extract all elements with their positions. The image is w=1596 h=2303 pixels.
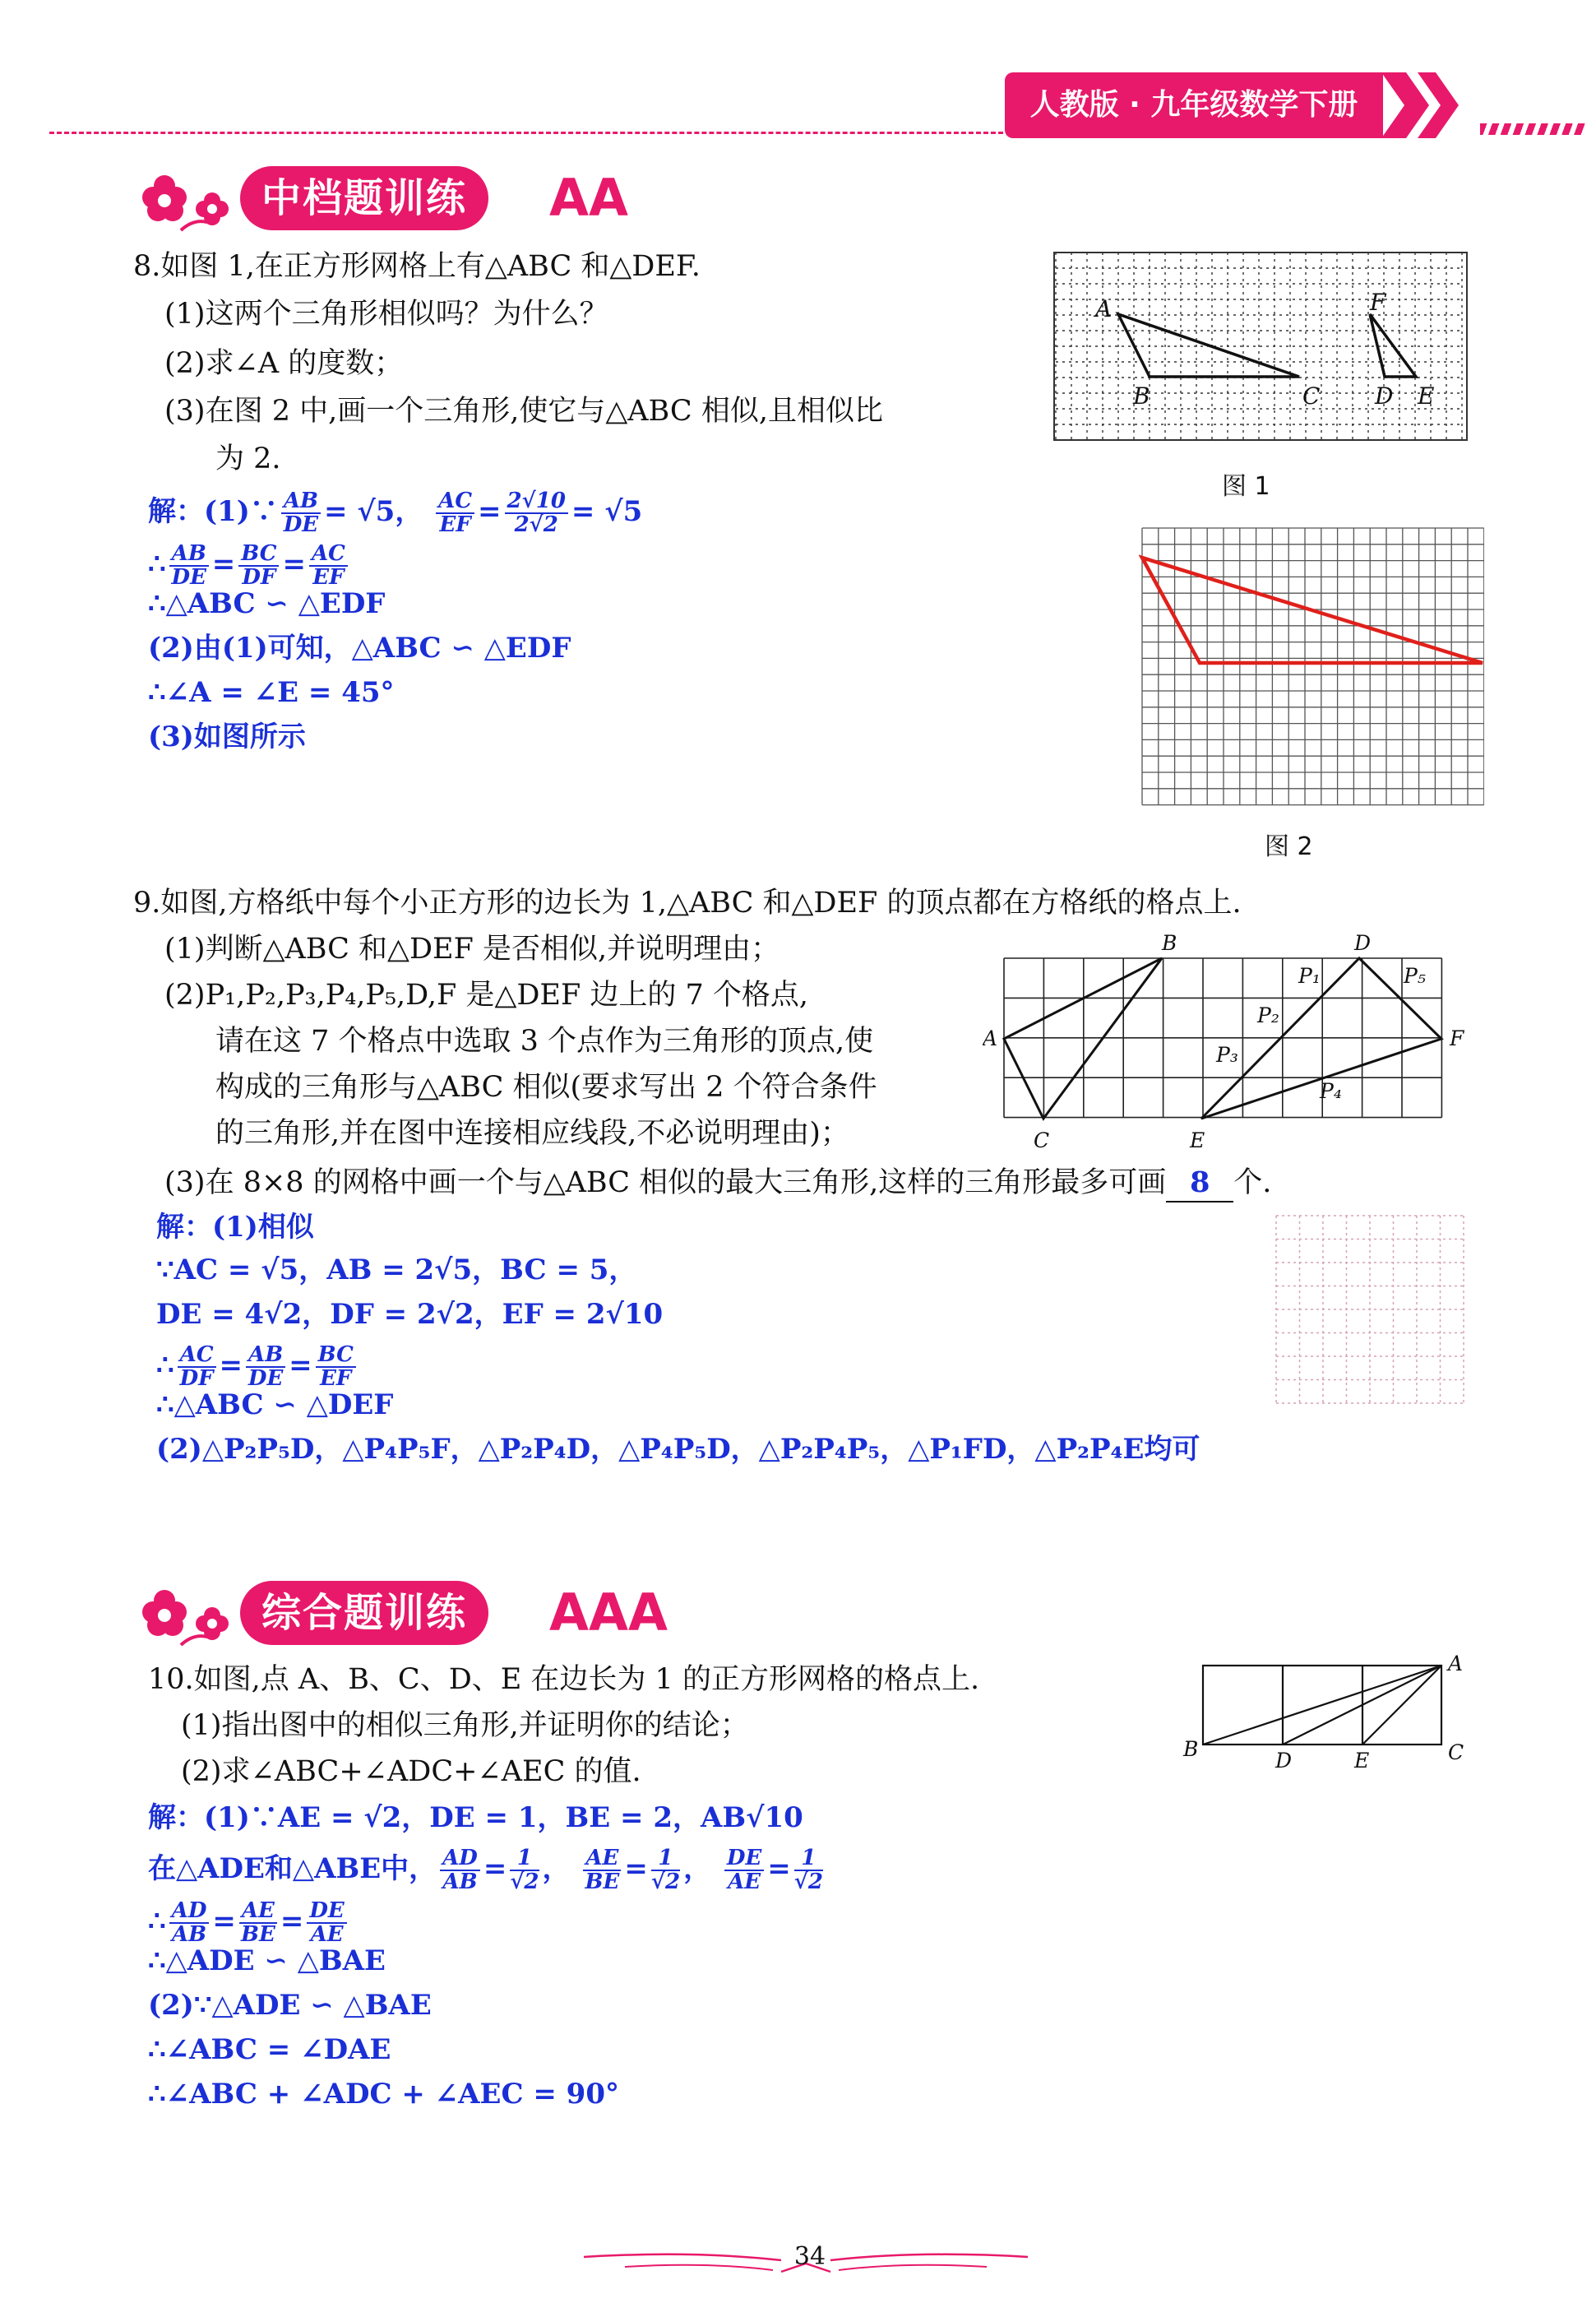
q9-part2d: 的三角形,并在图中连接相应线段,不必说明理由)； (215, 1117, 849, 1150)
q10-answer-line1: 解：(1)∵AE = √2，DE = 1，BE = 2，AB√10 (148, 1801, 803, 1834)
q8-ans-l2-frac2: $\frac{BC}{DF}$ (238, 543, 279, 589)
q10-part1: (1)指出图中的相似三角形,并证明你的结论； (181, 1709, 749, 1742)
q10-ans-l2-frac1: $\frac{AD}{AB}$ (440, 1847, 480, 1893)
q9-answer-line5: ∴△ABC ∽ △DEF (156, 1388, 394, 1421)
q8-answer-line3: ∴△ABC ∽ △EDF (148, 587, 386, 620)
q8-triangle-abc (1118, 314, 1299, 377)
q8-ans-l1-frac3: $\frac{2√10}{2√2}$ (505, 490, 568, 536)
header-banner: 人教版 · 九年级数学下册 (1005, 72, 1383, 138)
q8-triangle-def (1370, 314, 1416, 377)
q10-ans-l3-frac2: $\frac{AE}{BE}$ (239, 1900, 277, 1946)
q8-answer-line2: ∴ $\frac{AB}{DE}$ = $\frac{BC}{DF}$ = $\frac{AC}{EF}$ (148, 543, 351, 589)
q8-ans-l1-frac1: $\frac{AB}{DE}$ (281, 490, 321, 536)
header-chevrons-icon (1381, 72, 1472, 138)
q9-label-a: A (983, 1026, 998, 1050)
q9-label-b: B (1162, 931, 1177, 955)
q9-figure (983, 925, 1476, 1156)
q9-label-e: E (1190, 1128, 1205, 1152)
q9-part2c: 构成的三角形与△ABC 相似(要求写出 2 个符合条件 (215, 1071, 877, 1104)
q9-label-p4: P₄ (1320, 1079, 1342, 1103)
q9-label-p2: P₂ (1257, 1003, 1279, 1027)
q9-ans-l4-frac3: $\frac{BC}{EF}$ (316, 1344, 356, 1390)
q9-answer-line6: (2)△P₂P₅D，△P₄P₅F，△P₂P₄D，△P₄P₅D，△P₂P₄P₅，△P₁FD，△P₂P₄E均可 (156, 1433, 1200, 1466)
q10-ans-l3-prefix: ∴ (148, 1905, 166, 1938)
q9-part3 (164, 1165, 1271, 1202)
q9-answer-line3: DE = 4√2，DF = 2√2，EF = 2√10 (156, 1298, 664, 1331)
q8-part3b: 为 2. (215, 443, 281, 475)
section-level-medium: AA (549, 168, 628, 228)
q9-part3-answer-blank: 8 (1166, 1165, 1233, 1202)
q9-answer-line4: ∴ $\frac{AC}{DF}$ = $\frac{AB}{DE}$ = $\frac{BC}{EF}$ (156, 1344, 359, 1390)
q10-ans-l2-frac2: $\frac{AE}{BE}$ (583, 1847, 621, 1893)
q8-ans-l1-prefix: 解：(1)∵ (148, 495, 278, 528)
q8-part1: (1)这两个三角形相似吗？为什么？ (164, 298, 608, 331)
q9-part2a: (2)P₁,P₂,P₃,P₄,P₅,D,F 是△DEF 边上的 7 个格点, (164, 979, 809, 1012)
page-number: 34 (793, 2242, 826, 2271)
q8-answer-line4: (2)由(1)可知，△ABC ∽ △EDF (148, 632, 571, 665)
q8-ans-l1-eq2: = (478, 495, 502, 528)
q9-part3-text: (3)在 8×8 的网格中画一个与△ABC 相似的最大三角形,这样的三角形最多可画 (164, 1166, 1167, 1199)
q8-part3a: (3)在图 2 中,画一个三角形,使它与△ABC 相似,且相似比 (164, 395, 883, 428)
q8-fig1-label-c: C (1302, 382, 1321, 410)
section-level-comprehensive: AAA (549, 1582, 668, 1643)
q10-ans-l2-prefix: 在△ADE和△ABE中， (148, 1852, 437, 1885)
q9-label-p1: P₁ (1298, 964, 1321, 988)
q9-part3-suffix: 个. (1233, 1166, 1272, 1199)
q8-stem: 8.如图 1,在正方形网格上有△ABC 和△DEF. (133, 250, 701, 283)
q10-answer-line3: ∴ $\frac{AD}{AB}$ = $\frac{AE}{BE}$ = $\frac{DE}{AE}$ (148, 1900, 350, 1946)
q8-ans-l2-frac3: $\frac{AC}{EF}$ (309, 543, 348, 589)
q10-answer-line5: (2)∵△ADE ∽ △BAE (148, 1989, 432, 2022)
q10-ans-l2-ratio2: $\frac{1}{√2}$ (650, 1846, 681, 1894)
section-title-comprehensive: 综合题训练 (240, 1581, 488, 1645)
q10-ans-l2-ratio3: $\frac{1}{√2}$ (793, 1846, 823, 1894)
q8-figure1-caption: 图 1 (1222, 472, 1270, 501)
q10-answer-line4: ∴△ADE ∽ △BAE (148, 1944, 386, 1977)
q9-answer-line1: 解：(1)相似 (156, 1211, 314, 1244)
q8-ans-l1-eq1: = √5， (324, 495, 423, 528)
q10-ans-l3-frac1: $\frac{AD}{AB}$ (169, 1900, 210, 1946)
q9-answer-line2: ∵AC = √5，AB = 2√5，BC = 5， (156, 1253, 637, 1286)
q8-ans-l1-frac2: $\frac{AC}{EF}$ (436, 490, 474, 536)
q9-label-p5: P₅ (1404, 964, 1426, 988)
q10-label-d: D (1275, 1749, 1293, 1772)
section-title-medium: 中档题训练 (240, 166, 488, 230)
q9-ans-l4-frac1: $\frac{AC}{DF}$ (178, 1344, 216, 1390)
flower-icon-2 (132, 1576, 238, 1650)
flower-icon (132, 161, 238, 235)
q9-part1: (1)判断△ABC 和△DEF 是否相似,并说明理由； (164, 933, 780, 966)
header-dashed-rule (49, 132, 1003, 134)
q8-ans-l1-eq3: = √5 (571, 495, 643, 528)
q10-answer-line6: ∴∠ABC = ∠DAE (148, 2033, 391, 2066)
q8-fig1-label-b: B (1133, 382, 1150, 410)
q10-label-e: E (1354, 1749, 1370, 1772)
q9-label-p3: P₃ (1216, 1043, 1238, 1067)
q10-label-c: C (1448, 1740, 1464, 1764)
q8-figure2 (1139, 526, 1484, 810)
q8-fig1-label-a: A (1095, 295, 1113, 322)
q8-fig1-label-f: F (1370, 289, 1386, 316)
q9-label-f: F (1450, 1026, 1464, 1050)
q10-figure (1172, 1649, 1476, 1772)
q10-label-a: A (1448, 1652, 1464, 1675)
q8-ans-l2-frac1: $\frac{AB}{DE}$ (169, 543, 209, 589)
q10-label-b: B (1183, 1737, 1199, 1761)
q9-label-c: C (1034, 1128, 1050, 1152)
q8-fig1-label-d: D (1375, 382, 1394, 410)
q10-part2: (2)求∠ABC+∠ADC+∠AEC 的值. (181, 1755, 641, 1788)
q8-answer-line1 (148, 490, 642, 536)
header-stripe (1480, 123, 1585, 135)
q10-stem: 10.如图,点 A、B、C、D、E 在边长为 1 的正方形网格的格点上. (148, 1663, 980, 1696)
q9-label-d: D (1354, 931, 1372, 955)
q8-ans-l2-prefix: ∴ (148, 548, 166, 581)
q8-figure2-caption: 图 2 (1265, 832, 1313, 861)
q10-ans-l2-ratio1: $\frac{1}{√2}$ (510, 1846, 539, 1894)
q8-figure1 (1052, 251, 1480, 444)
q9-part2b: 请在这 7 个格点中选取 3 个点作为三角形的顶点,使 (215, 1025, 874, 1058)
q9-ans-l4-prefix: ∴ (156, 1349, 174, 1382)
q8-answer-line5: ∴∠A = ∠E = 45° (148, 676, 395, 709)
q9-ans-l4-frac2: $\frac{AB}{DE}$ (246, 1344, 285, 1390)
q8-answer-line6: (3)如图所示 (148, 721, 306, 753)
q8-fig1-label-e: E (1418, 382, 1435, 410)
q10-answer-line7: ∴∠ABC + ∠ADC + ∠AEC = 90° (148, 2078, 619, 2111)
q10-ans-l2-frac3: $\frac{DE}{AE}$ (724, 1847, 764, 1893)
q9-8x8-grid (1273, 1212, 1470, 1406)
q9-stem: 9.如图,方格纸中每个小正方形的边长为 1,△ABC 和△DEF 的顶点都在方格纸的格点上. (133, 887, 1242, 920)
q10-ans-l3-frac3: $\frac{DE}{AE}$ (307, 1900, 346, 1946)
q10-answer-line2: 在△ADE和△ABE中， $\frac{AD}{AB}$ = $\frac{1}{√2}$ ， $\frac{AE}{BE}$ = $\frac{1}{√2}$ ， $\frac{DE}{AE}$ = $\frac{1}{√2}$ (148, 1846, 823, 1894)
q8-part2: (2)求∠A 的度数； (164, 347, 404, 380)
q8-drawn-similar-triangle (1142, 558, 1483, 663)
